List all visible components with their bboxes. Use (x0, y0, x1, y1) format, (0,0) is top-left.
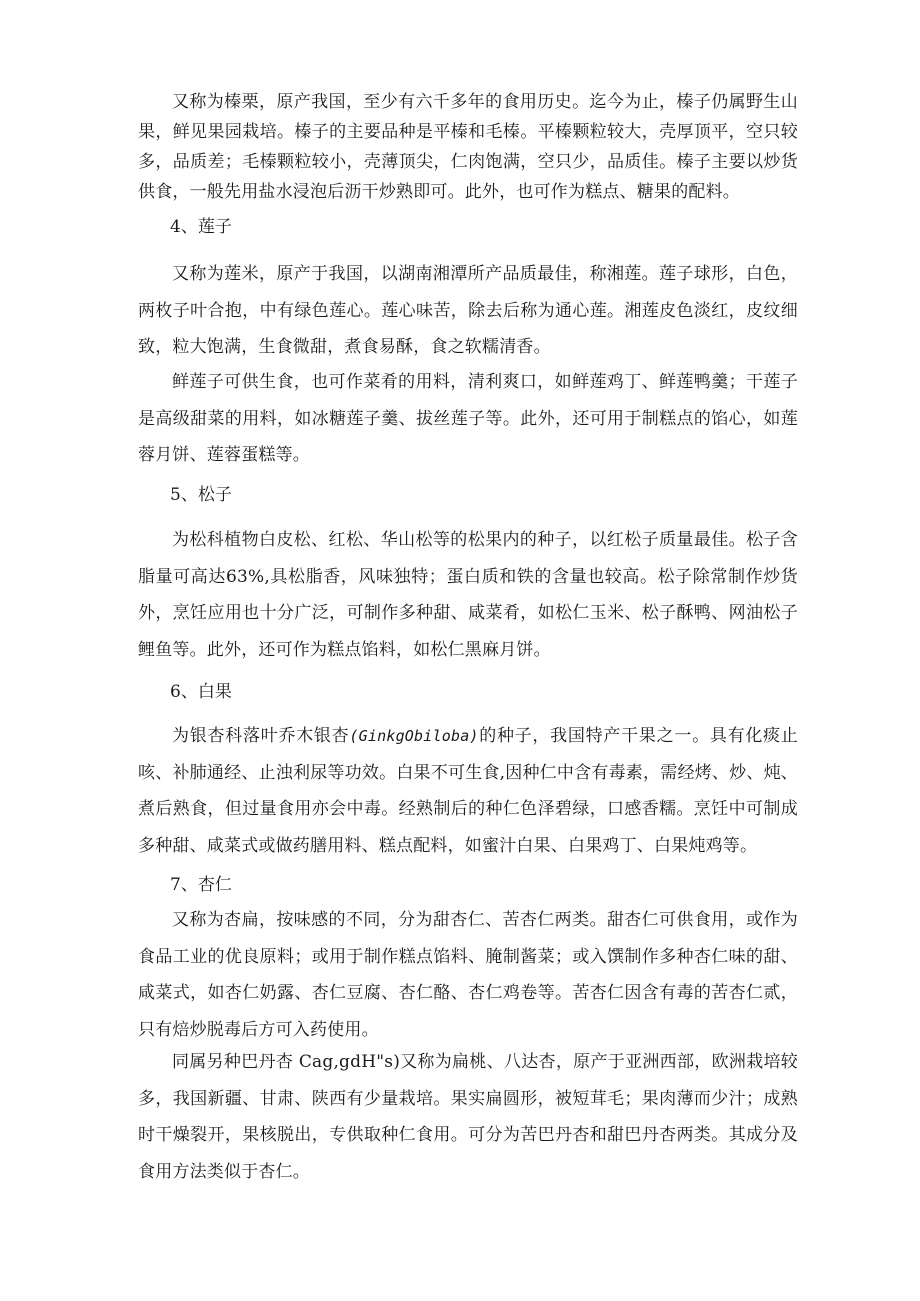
almond-paragraph-2: 同属另种巴丹杏 Cag,gdH"s)又称为扁桃、八达杏，原产于亚洲西部，欧洲栽培较多，我国新疆、甘肃、陕西有少量栽培。果实扁圆形，被短茸毛；果肉薄而少汁；成熟时干燥裂开，果核脱出，专供取种仁食用。可分为苦巴丹杏和甜巴丹杏两类。其成分及食用方法类似于杏仁。 (138, 1052, 798, 1182)
lotus-paragraph-2: 鲜莲子可供生食，也可作菜肴的用料，清利爽口，如鲜莲鸡丁、鲜莲鸭羹；干莲子是高级甜菜的用料，如冰糖莲子羹、拔丝莲子等。此外，还可用于制糕点的馅心，如莲蓉月饼、莲蓉蛋糕等。 (138, 372, 798, 465)
hazelnut-paragraph: 又称为榛栗，原产我国，至少有六千多年的食用历史。迄今为止，榛子仍属野生山果，鲜见果园栽培。榛子的主要品种是平榛和毛榛。平榛颗粒较大，壳厚顶平，空只较多，品质差；毛榛颗粒较小，壳薄顶尖，仁肉饱满，空只少，品质佳。榛子主要以炒货供食，一般先用盐水浸泡后沥干炒熟即可。此外，也可作为糕点、糖果的配料。 (138, 92, 798, 202)
lotus-paragraph-1: 又称为莲米，原产于我国，以湖南湘潭所产品质最佳，称湘莲。莲子球形，白色，两枚子叶合抱，中有绿色莲心。莲心味苦，除去后称为通心莲。湘莲皮色淡红，皮纹细致，粒大饱满，生食微甜，煮食易酥，食之软糯清香。 (138, 264, 798, 357)
pine-paragraph: 为松科植物白皮松、红松、华山松等的松果内的种子，以红松子质量最佳。松子含脂量可高达63%,具松脂香，风味独特；蛋白质和铁的含量也较高。松子除常制作炒货外，烹饪应用也十分广泛，可制作多种甜、咸菜肴，如松仁玉米、松子酥鸭、网油松子鲤鱼等。此外，还可作为糕点馅料，如松仁黑麻月饼。 (138, 530, 798, 660)
lotus-heading: 4、莲子 (170, 217, 232, 237)
ginkgo-text-before: 为银杏科落叶乔木银杏 (172, 726, 350, 746)
ginkgo-heading: 6、白果 (170, 682, 232, 702)
almond-heading: 7、杏仁 (170, 875, 232, 895)
ginkgo-latin-name: (GinkgObiloba) (349, 727, 479, 745)
ginkgo-text-after: 的种子，我国特产干果之一。具有化痰止咳、补肺通经、止浊利尿等功效。白果不可生食,因种仁中含有毒素，需经烤、炒、炖、煮后熟食，但过量食用亦会中毒。经熟制后的种仁色泽碧绿，口感香糯。烹饪中可制成多种甜、咸菜式或做药膳用料、糕点配料，如蜜汁白果、白果鸡丁、白果炖鸡等。 (138, 726, 798, 856)
almond-paragraph-1: 又称为杏扁，按味感的不同，分为甜杏仁、苦杏仁两类。甜杏仁可供食用，或作为食品工业的优良原料；或用于制作糕点馅料、腌制酱菜；或入馔制作多种杏仁味的甜、咸菜式，如杏仁奶露、杏仁豆腐、杏仁酪、杏仁鸡卷等。苦杏仁因含有毒的苦杏仁贰，只有焙炒脱毒后方可入药使用。 (138, 910, 798, 1040)
pine-heading: 5、松子 (170, 485, 232, 505)
ginkgo-paragraph (138, 718, 798, 864)
